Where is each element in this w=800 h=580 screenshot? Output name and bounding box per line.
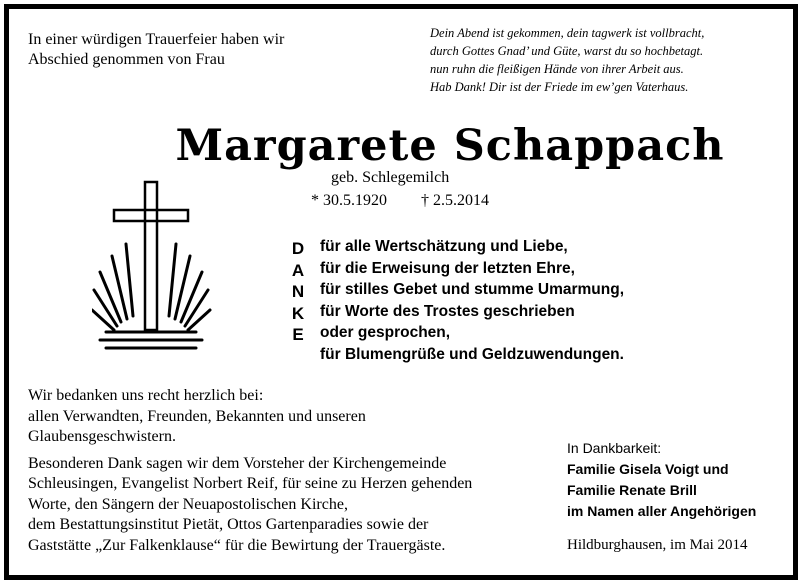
- danke-line: für Worte des Trostes geschrieben: [320, 302, 575, 320]
- danke-line: für Blumengrüße und Geldzuwendungen.: [320, 345, 624, 363]
- place-date: Hildburghausen, im Mai 2014: [567, 537, 748, 553]
- death-date: † 2.5.2014: [421, 192, 489, 209]
- deceased-name-text: Margarete Schappach: [175, 121, 725, 171]
- special-thanks: Besonderen Dank sagen wir dem Vorsteher der Kirchengemeinde Schleusingen, Evangelist Norbert Reif, für seine zu Herzen gehenden Worte, den Sängern der Neuapostolischen Kirche, dem Bestattungsinstitut Pietät, Ottos Gartenparadies sowie der Gaststätte „Zur Falkenklause“ für die Bewirtung der Trauergäste.: [28, 454, 473, 554]
- cross-with-sunrays-icon: [92, 180, 222, 360]
- danke-letter: A: [291, 260, 305, 280]
- birth-date: * 30.5.1920: [311, 192, 387, 209]
- danke-letter: N: [291, 282, 305, 301]
- danke-lines: [320, 236, 660, 365]
- signature-block: [567, 438, 787, 522]
- danke-line: für alle Wertschätzung und Liebe,: [320, 238, 568, 255]
- danke-acrostic: [287, 238, 309, 346]
- signature-family: Familie Renate Brill: [567, 482, 697, 498]
- danke-letter: D: [291, 239, 305, 258]
- danke-line: für die Erweisung der letzten Ehre,: [320, 259, 575, 277]
- life-dates: [311, 191, 489, 211]
- signature-family: im Namen aller Angehörigen: [567, 503, 757, 519]
- danke-letter: E: [292, 325, 304, 344]
- danke-line: oder gesprochen,: [320, 324, 451, 341]
- thanks-lead: Wir bedanken uns recht herzlich bei: allen Verwandten, Freunden, Bekannten und unseren Glaubensgeschwistern.: [28, 387, 366, 445]
- birth-name: geb. Schlegemilch: [331, 169, 450, 186]
- verse-poem: Dein Abend ist gekommen, dein tagwerk ist vollbracht, durch Gottes Gnad’ und Güte, warst du so hochbetagt. nun ruhn die fleißigen Hände von ihrer Arbeit aus. Hab Dank! Dir ist der Friede im ew’gen Vaterhaus.: [430, 26, 705, 94]
- danke-letter: K: [291, 303, 305, 323]
- signature-intro: In Dankbarkeit:: [567, 440, 662, 456]
- signature-family: Familie Gisela Voigt und: [567, 461, 729, 477]
- deceased-name: [0, 118, 800, 174]
- danke-line: für stilles Gebet und stumme Umarmung,: [320, 281, 625, 298]
- intro-text: In einer würdigen Trauerfeier haben wir Abschied genommen von Frau: [28, 31, 285, 68]
- thanks-section: [28, 386, 548, 556]
